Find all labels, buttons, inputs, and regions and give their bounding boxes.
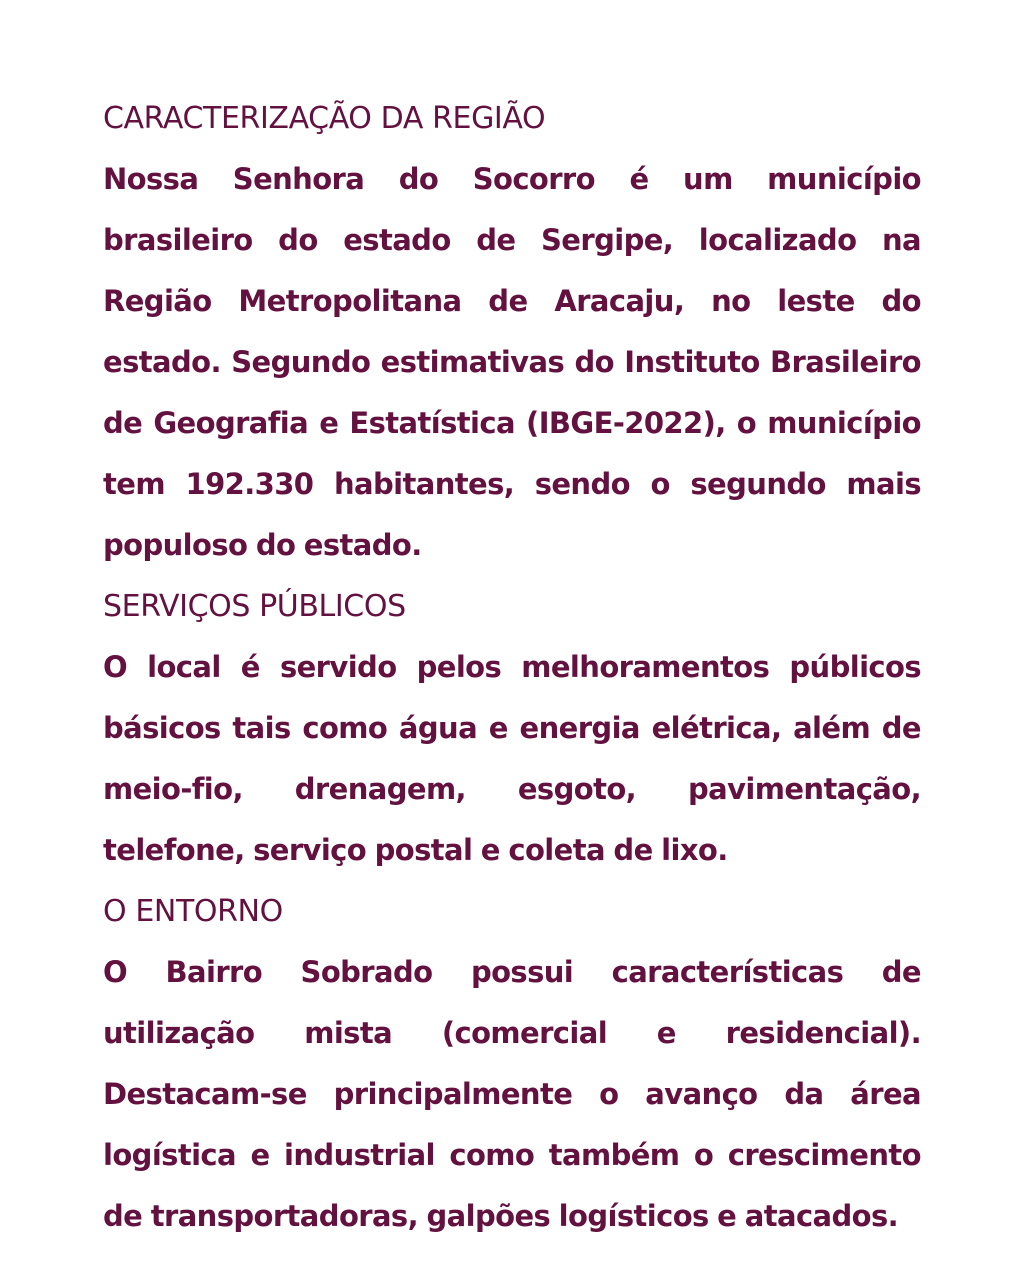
section-text-caracterizacao: Nossa Senhora do Socorro é um município brasileiro do estado de Sergipe, localizado na Região Metropolitana de Aracaju, no leste do estado. Segundo estimativas do Instituto Brasileiro de Geografia e Estatística (IBGE-2022), o município tem 192.330 habitantes, sendo o segundo mais populoso do estado. (103, 162, 921, 562)
section-heading-servicos: SERVIÇOS PÚBLICOS (103, 589, 406, 624)
section-text-servicos: O local é servido pelos melhoramentos públicos básicos tais como água e energia elétrica, além de meio-fio, drenagem, esgoto, pavimentação, telefone, serviço postal e coleta de lixo. (103, 650, 921, 867)
section-heading-entorno: O ENTORNO (103, 894, 283, 929)
section-text-entorno: O Bairro Sobrado possui características de utilização mista (comercial e residencial). Destacam-se principalmente o avanço da área logística e industrial como também o crescimento de transportadoras, galpões logísticos e atacados. (103, 955, 921, 1233)
section-heading-caracterizacao: CARACTERIZAÇÃO DA REGIÃO (103, 101, 546, 136)
